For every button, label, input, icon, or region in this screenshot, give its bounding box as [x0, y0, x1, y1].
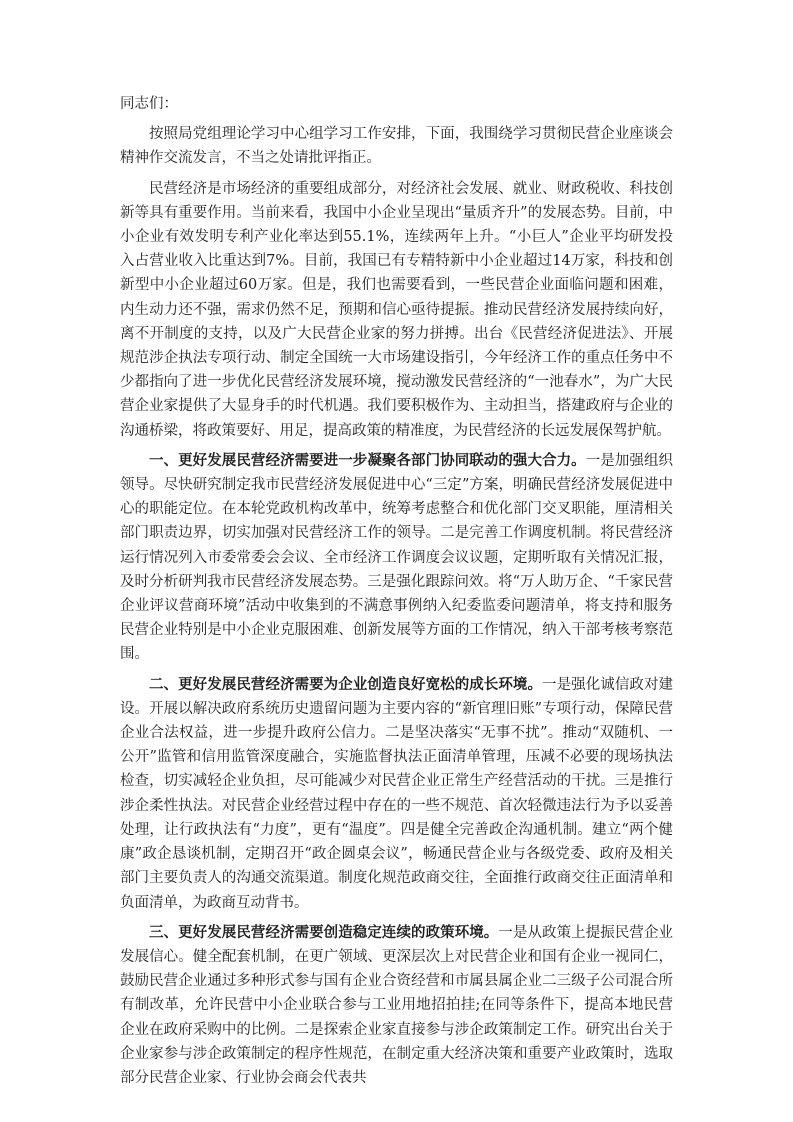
- section-2-heading: 二、更好发展民营经济需要为企业创造良好宽松的成长环境。: [149, 675, 543, 693]
- section-1-paragraph: [120, 449, 673, 667]
- section-2-body: 一是强化诚信政对建设。开展以解决政府系统历史遗留问题为主要内容的“新官理旧账”专项行动，保障民营企业合法权益，进一步提升政府公信力。二是坚决落实“无事不扰”。推动“双随机、一公开”监管和信用监管深度融合，实施监督执法正面清单管理，压减不必要的现场执法检查，切实减轻企业负担，尽可能减少对民营企业正常生产经营活动的干扰。三是推行涉企柔性执法。对民营企业经营过程中存在的一些不规范、首次轻微违法行为予以妥善处理，让行政执法有“力度”，更有“温度”。四是健全完善政企沟通机制。建立“两个健康”政企恳谈机制，定期召开“政企圆桌会议”，畅通民营企业与各级党委、政府及相关部门主要负责人的沟通交流渠道。制度化规范政商交往，全面推行政商交往正面清单和负面清单，为政商互动背书。: [120, 676, 674, 911]
- document-page: [120, 92, 673, 1096]
- background-paragraph: 民营经济是市场经济的重要组成部分，对经济社会发展、就业、财政税收、科技创新等具有重要作用。当前来看，我国中小企业呈现出“量质齐升”的发展态势。目前，中小企业有效发明专利产业化率达到55.1%，连续两年上升。“小巨人”企业平均研发投入占营业收入比重达到7%。目前，我国已有专精特新中小企业超过14万家，科技和创新型中小企业超过60万家。但是，我们也需要看到，一些民营企业面临问题和困难，内生动力还不强，需求仍然不足，预期和信心亟待提振。推动民营经济发展持续向好，离不开制度的支持，以及广大民营企业家的努力拼搏。出台《民营经济促进法》、开展规范涉企执法专项行动、制定全国统一大市场建设指引，今年经济工作的重点任务中不少都指向了进一步优化民营经济发展环境，搅动激发民营经济的“一池春水”，为广大民营企业家提供了大显身手的时代机遇。我们要积极作为、主动担当，搭建政府与企业的沟通桥梁，将政策要好、用足，提高政策的精准度，为民营经济的长远发展保驾护航。: [120, 180, 673, 439]
- section-3-body: 一是从政策上提振民营企业发展信心。健全配套机制，在更广领域、更深层次上对民营企业和国有企业一视同仁，鼓励民营企业通过多种形式参与国有企业合资经营和市属县属企业二三级子公司混合所有制改革，允许民营中小企业联合参与工业用地招拍挂;在同等条件下，提高本地民营企业在政府采购中的比例。二是探索企业家直接参与涉企政策制定工作。研究出台关于企业家参与涉企政策制定的程序性规范，在制定重大经济决策和重要产业政策时，选取部分民营企业家、行业协会商会代表共: [120, 924, 674, 1086]
- section-3-paragraph: [120, 921, 673, 1090]
- section-3-heading: 三、更好发展民营经济需要创造稳定连续的政策环境。: [149, 923, 499, 941]
- section-1-heading: 一、更好发展民营经济需要进一步凝聚各部门协同联动的强大合力。: [149, 451, 586, 469]
- section-2-paragraph: [120, 673, 673, 915]
- intro-paragraph: 按照局党组理论学习中心组学习工作安排，下面，我围绕学习贯彻民营企业座谈会精神作交流发言，不当之处请批评指正。: [120, 126, 673, 167]
- section-1-body: 一是加强组织领导。尽快研究制定我市民营经济发展促进中心“三定”方案，明确民营经济发展促进中心的职能定位。在本轮党政机构改革中，统筹考虑整合和优化部门交叉职能，厘清相关部门职责边界，切实加强对民营经济工作的领导。二是完善工作调度机制。将民营经济运行情况列入市委常委会会议、全市经济工作调度会议议题，定期听取有关情况汇报，及时分析研判我市民营经济发展态势。三是强化跟踪问效。将“万人助万企、“千家民营企业评议营商环境”活动中收集到的不满意事例纳入纪委监委问题清单，将支持和服务民营企业特别是中小企业克服困难、创新发展等方面的工作情况，纳入干部考核考察范围。: [120, 452, 674, 663]
- greeting: 同志们：: [120, 96, 178, 112]
